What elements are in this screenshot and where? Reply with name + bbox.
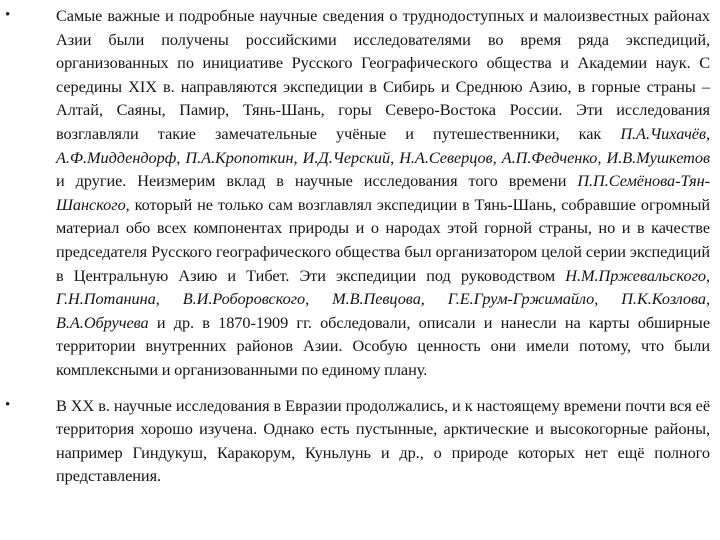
list-item [0, 4, 710, 382]
bullet-list [0, 4, 710, 488]
text-segment: , который не только сам возглавлял экспедиции в Тянь-Шань, собравшие огромный материал обо всех компонентах природы и о народах этой горной страны, но и в качестве председателя Русского географического общества был организатором целой серии экспедиций в Центральную Азию и Тибет. Эти экспедиции под руководством [56, 194, 710, 285]
paragraph-expeditions-19th-century [56, 4, 710, 382]
list-item [0, 394, 710, 488]
explorer-names-central-asia: Н.М.Пржевальского, Г.Н.Потанина, В.И.Роборовского, М.В.Певцова, Г.Е.Грум-Гржимайло, П.К.Козлова, В.А.Обручева [56, 265, 710, 332]
paragraph-20th-century [56, 394, 710, 488]
explorer-name-semenov: П.П.Семёнова-Тян-Шанского [56, 171, 710, 214]
text-segment: и другие. Неизмерим вклад в научные исследования того времени [56, 171, 578, 191]
text-segment: и др. в 1870-1909 гг. обследовали, описали и нанесли на карты обширные территории внутренних районов Азии. Особую ценность они имели потому, что были комплексными и организованными по единому плану. [56, 312, 710, 379]
bullet-icon: • [5, 7, 11, 23]
bullet-icon: • [5, 396, 11, 413]
text-segment: В XX в. научные исследования в Евразии продолжались, и к настоящему времени почти вся её территория хорошо изучена. Однако есть пустынные, арктические и высокогорные районы, например Гиндукуш, Каракорум, Куньлунь и др., о природе которых нет ещё полного представления. [56, 395, 710, 486]
explorer-names: П.А.Чихачёв, А.Ф.Миддендорф, П.А.Кропоткин, И.Д.Черский, Н.А.Северцов, А.П.Федченко, И.В.Мушкетов [56, 123, 710, 167]
text-segment: Самые важные и подробные научные сведения о труднодоступных и малоизвестных районах Азии были получены российскими исследователями во время ряда экспедиций, организованных по инициативе Русского Географического общества и Академии наук. С середины XIX в. направляются экспедиции в Сибирь и Среднюю Азию, в горные страны – Алтай, Саяны, Памир, Тянь-Шань, горы Северо-Востока России. Эти исследования возглавляли такие замечательные учёные и путешественники, как [56, 6, 710, 143]
